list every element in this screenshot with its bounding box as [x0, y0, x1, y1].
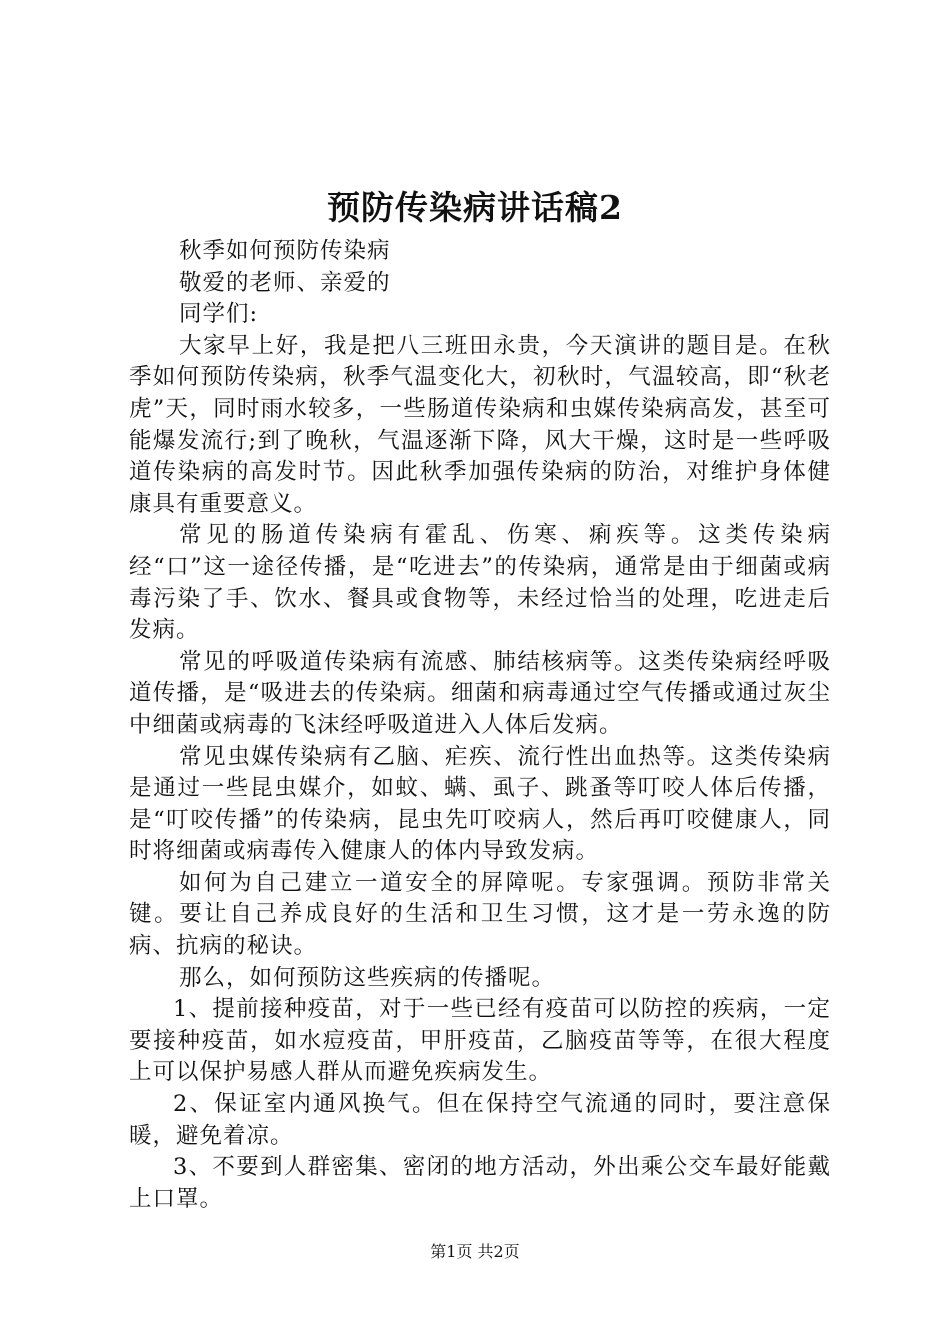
paragraph-subtitle: 秋季如何预防传染病 [179, 238, 391, 264]
paragraph-intro: 大家早上好，我是把八三班田永贵，今天演讲的题目是。在秋季如何预防传染病，秋季气温变化大，初秋时，气温较高，即“秋老虎”天，同时雨水较多，一些肠道传染病和虫媒传染病高发，甚至可能爆发流行;到了晚秋，气温逐渐下降，风大干燥，这时是一些呼吸道传染病的高发时节。因此秋季加强传染病的防治，对维护身体健康具有重要意义。 [129, 332, 831, 517]
page-footer: 第1页 共2页 [430, 1242, 520, 1261]
paragraph-respiratory: 常见的呼吸道传染病有流感、肺结核病等。这类传染病经呼吸道传播，是“吸进去的传染病。细菌和病毒通过空气传播或通过灰尘中细菌或病毒的飞沫经呼吸道进入人体后发病。 [129, 648, 831, 738]
paragraph-insect-borne: 常见虫媒传染病有乙脑、疟疾、流行性出血热等。这类传染病是通过一些昆虫媒介，如蚊、螨、虱子、跳蚤等叮咬人体后传播，是“叮咬传播”的传染病，昆虫先叮咬病人，然后再叮咬健康人，同时将细菌或病毒传入健康人的体内导致发病。 [129, 743, 831, 865]
list-item-vaccine: 1、提前接种疫苗，对于一些已经有疫苗可以防控的疾病，一定要接种疫苗，如水痘疫苗，甲肝疫苗，乙脑疫苗等等，在很大程度上可以保护易感人群从而避免疾病发生。 [129, 996, 831, 1086]
paragraph-salutation-1: 敬爱的老师、亲爱的 [179, 269, 391, 296]
paragraph-prevention: 如何为自己建立一道安全的屏障呢。专家强调。预防非常关键。要让自己养成良好的生活和卫生习惯，这才是一劳永逸的防病、抗病的秘诀。 [129, 869, 831, 960]
list-item-crowds: 3、不要到人群密集、密闭的地方活动，外出乘公交车最好能戴上口罩。 [129, 1154, 831, 1212]
document-title: 预防传染病讲话稿2 [327, 188, 623, 227]
list-item-ventilation: 2、保证室内通风换气。但在保持空气流通的同时，要注意保暖，避免着凉。 [129, 1091, 831, 1149]
paragraph-question: 那么，如何预防这些疾病的传播呢。 [179, 964, 556, 991]
paragraph-intestinal: 常见的肠道传染病有霍乱、伤寒、痢疾等。这类传染病经“口”这一途径传播，是“吃进去”的传染病，通常是由于细菌或病毒污染了手、饮水、餐具或食物等，未经过恰当的处理，吃进走后发病。 [129, 522, 831, 644]
document-body [129, 236, 831, 1215]
paragraph-salutation-2: 同学们: [179, 301, 259, 328]
